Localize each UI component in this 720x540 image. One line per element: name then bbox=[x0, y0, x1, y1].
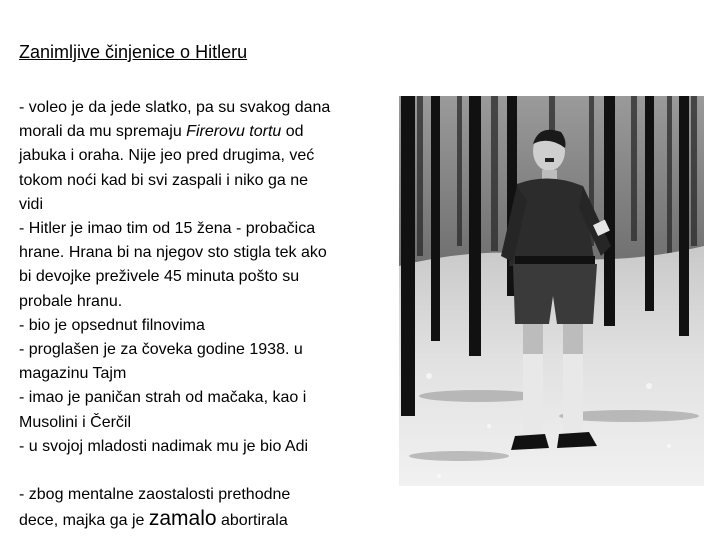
fact-line: - imao je paničan strah od mačaka, kao i bbox=[19, 389, 307, 407]
portrait-photo bbox=[399, 96, 704, 486]
fact-line: jabuka i oraha. Nije jeo pred drugima, već bbox=[19, 147, 315, 165]
fact-line bbox=[19, 507, 384, 533]
fact-line: vidi bbox=[19, 195, 44, 213]
fact-text: morali da mu spremaju bbox=[19, 123, 187, 141]
paragraph-gap bbox=[19, 459, 384, 483]
fact-line: - Hitler je imao tim od 15 žena - probačica bbox=[19, 220, 316, 238]
fact-line: - u svojoj mladosti nadimak mu je bio Adi bbox=[19, 437, 309, 455]
fact-line: - proglašen je za čoveka godine 1938. u bbox=[19, 341, 303, 359]
fact-line: - bio je opsednut filnovima bbox=[19, 316, 205, 334]
forest-portrait-image bbox=[399, 96, 704, 486]
fact-line: magazinu Tajm bbox=[19, 365, 127, 383]
fact-line: Musolini i Čerčil bbox=[19, 413, 132, 431]
fact-text: od bbox=[281, 123, 304, 141]
fact-line: hrane. Hrana bi na njegov sto stigla tek ako bbox=[19, 244, 327, 262]
fact-line: probale hranu. bbox=[19, 292, 123, 310]
fact-line: - voleo je da jede slatko, pa su svakog dana bbox=[19, 99, 331, 116]
slide-title: Zanimljive činjenice o Hitleru bbox=[19, 42, 248, 62]
fact-line: tokom noći kad bi svi zaspali i niko ga ne bbox=[19, 171, 309, 189]
fact-line: - zbog mentalne zaostalosti prethodne bbox=[19, 486, 291, 504]
fact-emphasis: zamalo bbox=[148, 507, 217, 531]
fact-line bbox=[19, 120, 384, 144]
fact-text: abortirala bbox=[216, 512, 288, 530]
facts-text bbox=[19, 96, 384, 533]
fact-emphasis: Firerovu tortu bbox=[186, 123, 282, 141]
fact-line: bi devojke preživele 45 minuta pošto su bbox=[19, 268, 300, 286]
fact-text: dece, majka ga je bbox=[19, 512, 149, 530]
